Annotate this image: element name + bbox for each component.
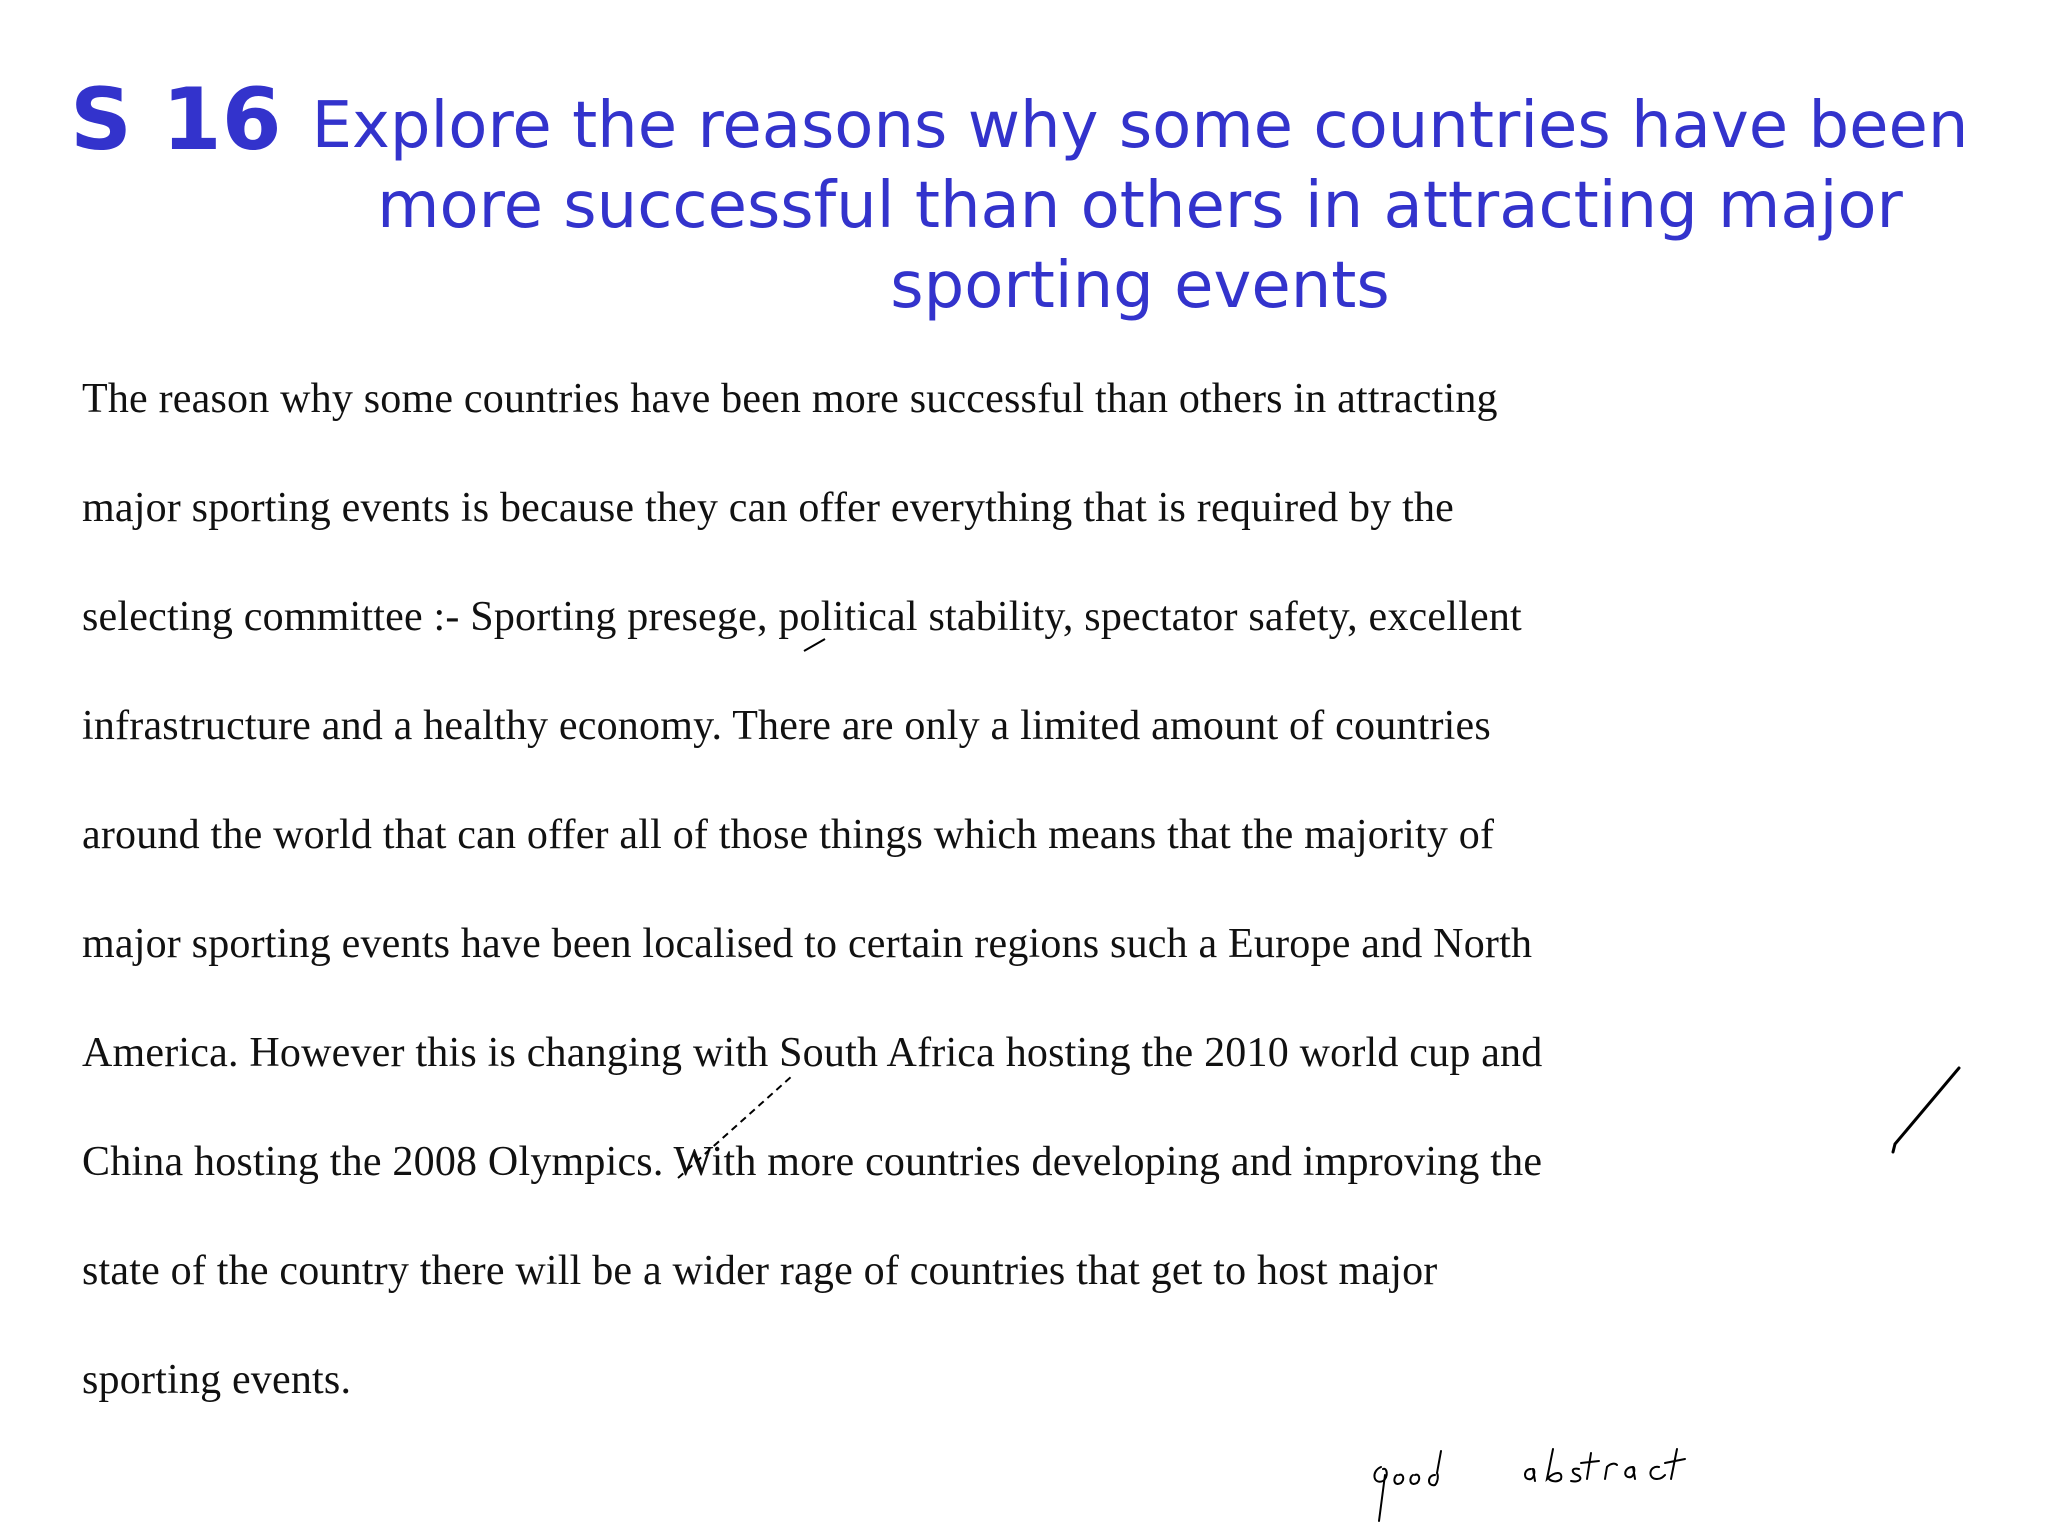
slide-label: S 16 [70, 70, 282, 170]
answer-line: around the world that can offer all of those things which means that the majority of [82, 812, 1495, 858]
answer-line: America. However this is changing with South Africa hosting the 2010 world cup and [82, 1030, 1543, 1076]
answer-line: selecting committee :- Sporting presege, political stability, spectator safety, excellent [82, 594, 1522, 640]
teacher-signature [1365, 1445, 1765, 1525]
answer-line: China hosting the 2008 Olympics. With more countries developing and improving the [82, 1139, 1543, 1185]
answer-line: The reason why some countries have been more successful than others in attracting [82, 376, 1498, 422]
answer-line: sporting events. [82, 1357, 352, 1403]
answer-line: infrastructure and a healthy economy. There are only a limited amount of countries [82, 703, 1491, 749]
answer-line: major sporting events is because they can offer everything that is required by the [82, 485, 1455, 531]
scanned-answer [82, 345, 1762, 1435]
slide-title: Explore the reasons why some countries have been more successful than others in attracting major sporting events [311, 89, 1969, 323]
tick-mark-icon [660, 1070, 800, 1190]
tick-mark-icon [800, 635, 830, 655]
answer-line: major sporting events have been localised to certain regions such a Europe and North [82, 921, 1533, 967]
answer-line: state of the country there will be a wider rage of countries that get to host major [82, 1248, 1438, 1294]
tick-mark-icon [1885, 1060, 1965, 1160]
